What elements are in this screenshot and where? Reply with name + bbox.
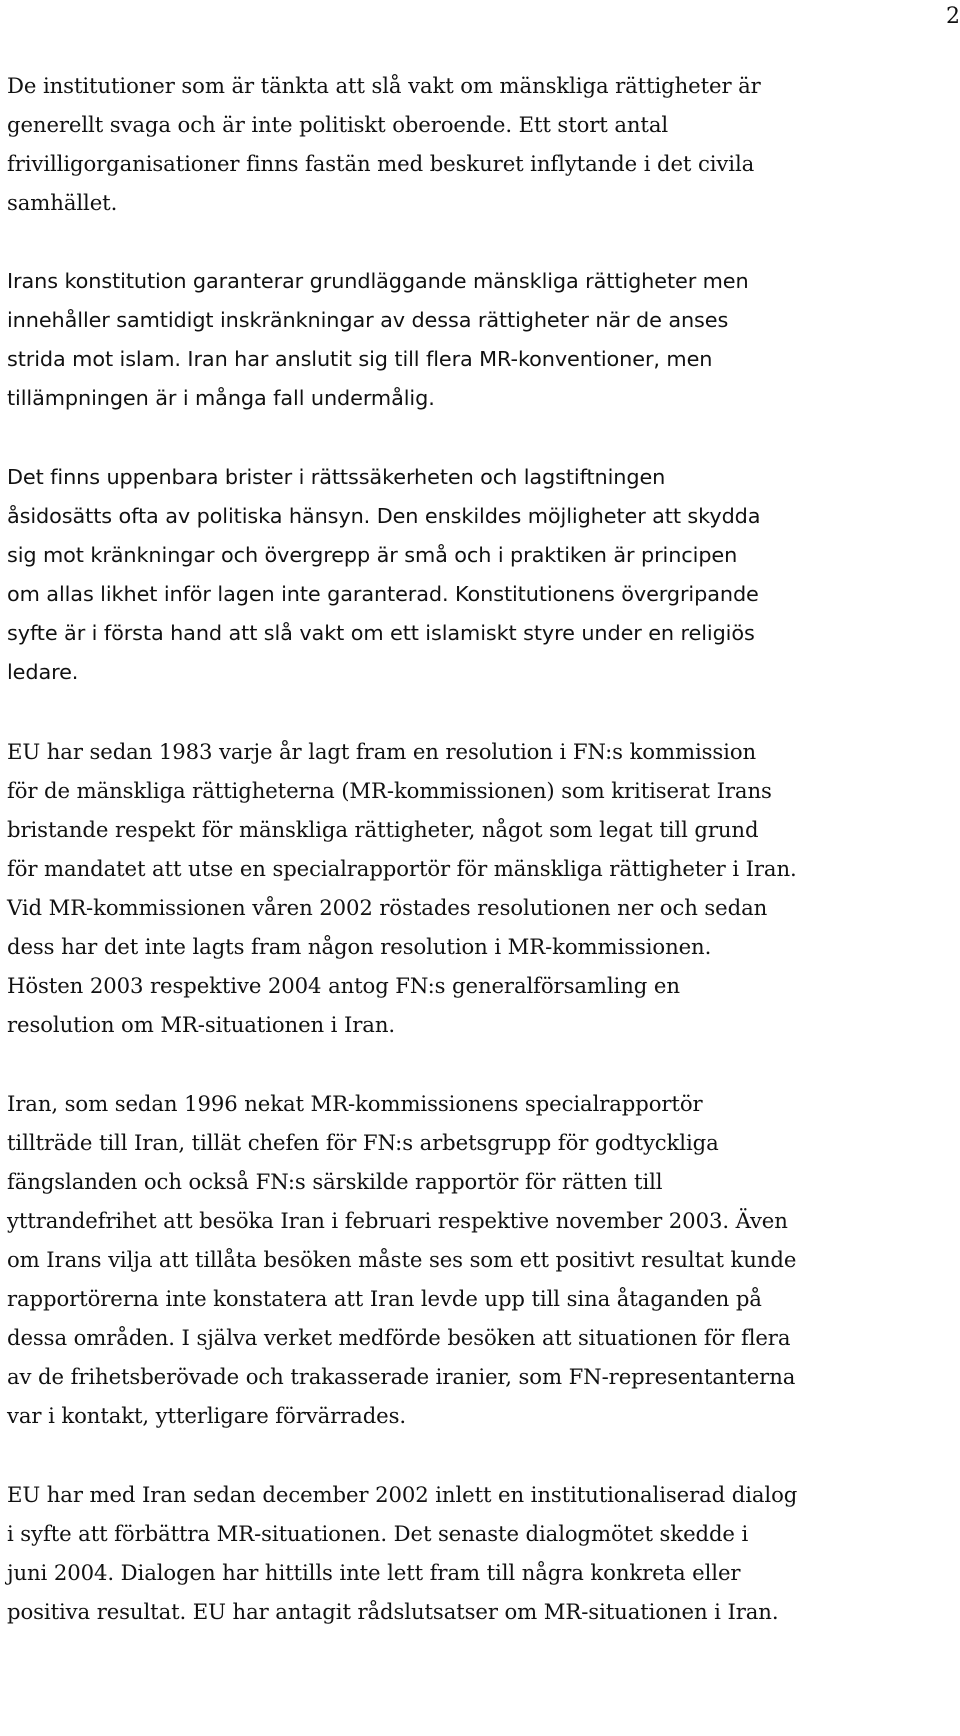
text-line: yttrandefrihet att besöka Iran i februari respektive november 2003. Även — [7, 1208, 788, 1233]
text-line: juni 2004. Dialogen har hittills inte lett fram till några konkreta eller — [7, 1560, 741, 1585]
text-line: tillämpningen är i många fall undermålig. — [7, 386, 435, 410]
text-line: tillträde till Iran, tillät chefen för FN:s arbetsgrupp för godtyckliga — [7, 1130, 719, 1155]
text-line: var i kontakt, ytterligare förvärrades. — [7, 1403, 407, 1428]
document-body — [7, 66, 957, 1631]
text-line: Irans konstitution garanterar grundläggande mänskliga rättigheter men — [7, 269, 749, 293]
text-line: innehåller samtidigt inskränkningar av dessa rättigheter när de anses — [7, 308, 729, 332]
text-line: Iran, som sedan 1996 nekat MR-kommissionens specialrapportör — [7, 1091, 703, 1116]
text-line: Hösten 2003 respektive 2004 antog FN:s generalförsamling en — [7, 973, 680, 998]
paragraph — [7, 262, 957, 418]
text-line: De institutioner som är tänkta att slå vakt om mänskliga rättigheter är — [7, 73, 761, 98]
text-line: frivilligorganisationer finns fastän med beskuret inflytande i det civila — [7, 151, 755, 176]
text-line: Det finns uppenbara brister i rättssäkerheten och lagstiftningen — [7, 465, 666, 489]
text-line: i syfte att förbättra MR-situationen. Det senaste dialogmötet skedde i — [7, 1521, 749, 1546]
text-line: dess har det inte lagts fram någon resolution i MR-kommissionen. — [7, 934, 712, 959]
paragraph — [7, 1475, 957, 1631]
text-line: för de mänskliga rättigheterna (MR-kommissionen) som kritiserat Irans — [7, 778, 772, 803]
text-line: positiva resultat. EU har antagit rådslutsatser om MR-situationen i Iran. — [7, 1599, 779, 1624]
text-line: syfte är i första hand att slå vakt om ett islamiskt styre under en religiös — [7, 621, 755, 645]
text-line: om Irans vilja att tillåta besöken måste ses som ett positivt resultat kunde — [7, 1247, 797, 1272]
text-line: om allas likhet inför lagen inte garanterad. Konstitutionens övergripande — [7, 582, 759, 606]
text-line: samhället. — [7, 190, 118, 215]
text-line: generellt svaga och är inte politiskt oberoende. Ett stort antal — [7, 112, 669, 137]
paragraph — [7, 66, 957, 222]
text-line: resolution om MR-situationen i Iran. — [7, 1012, 396, 1037]
text-line: dessa områden. I själva verket medförde besöken att situationen för flera — [7, 1325, 791, 1350]
paragraph — [7, 458, 957, 692]
text-line: ledare. — [7, 660, 79, 684]
text-line: fängslanden och också FN:s särskilde rapportör för rätten till — [7, 1169, 663, 1194]
text-line: åsidosätts ofta av politiska hänsyn. Den enskildes möjligheter att skydda — [7, 504, 761, 528]
text-line: sig mot kränkningar och övergrepp är små och i praktiken är principen — [7, 543, 738, 567]
text-line: för mandatet att utse en specialrapportör för mänskliga rättigheter i Iran. — [7, 856, 797, 881]
text-line: av de frihetsberövade och trakasserade iranier, som FN-representanterna — [7, 1364, 796, 1389]
text-line: EU har sedan 1983 varje år lagt fram en resolution i FN:s kommission — [7, 739, 757, 764]
paragraph — [7, 1084, 957, 1435]
text-line: strida mot islam. Iran har anslutit sig till flera MR-konventioner, men — [7, 347, 713, 371]
page-number: 2 — [946, 4, 960, 29]
text-line: bristande respekt för mänskliga rättigheter, något som legat till grund — [7, 817, 759, 842]
text-line: rapportörerna inte konstatera att Iran levde upp till sina åtaganden på — [7, 1286, 762, 1311]
text-line: EU har med Iran sedan december 2002 inlett en institutionaliserad dialog — [7, 1482, 798, 1507]
paragraph — [7, 732, 957, 1044]
text-line: Vid MR-kommissionen våren 2002 röstades resolutionen ner och sedan — [7, 895, 768, 920]
